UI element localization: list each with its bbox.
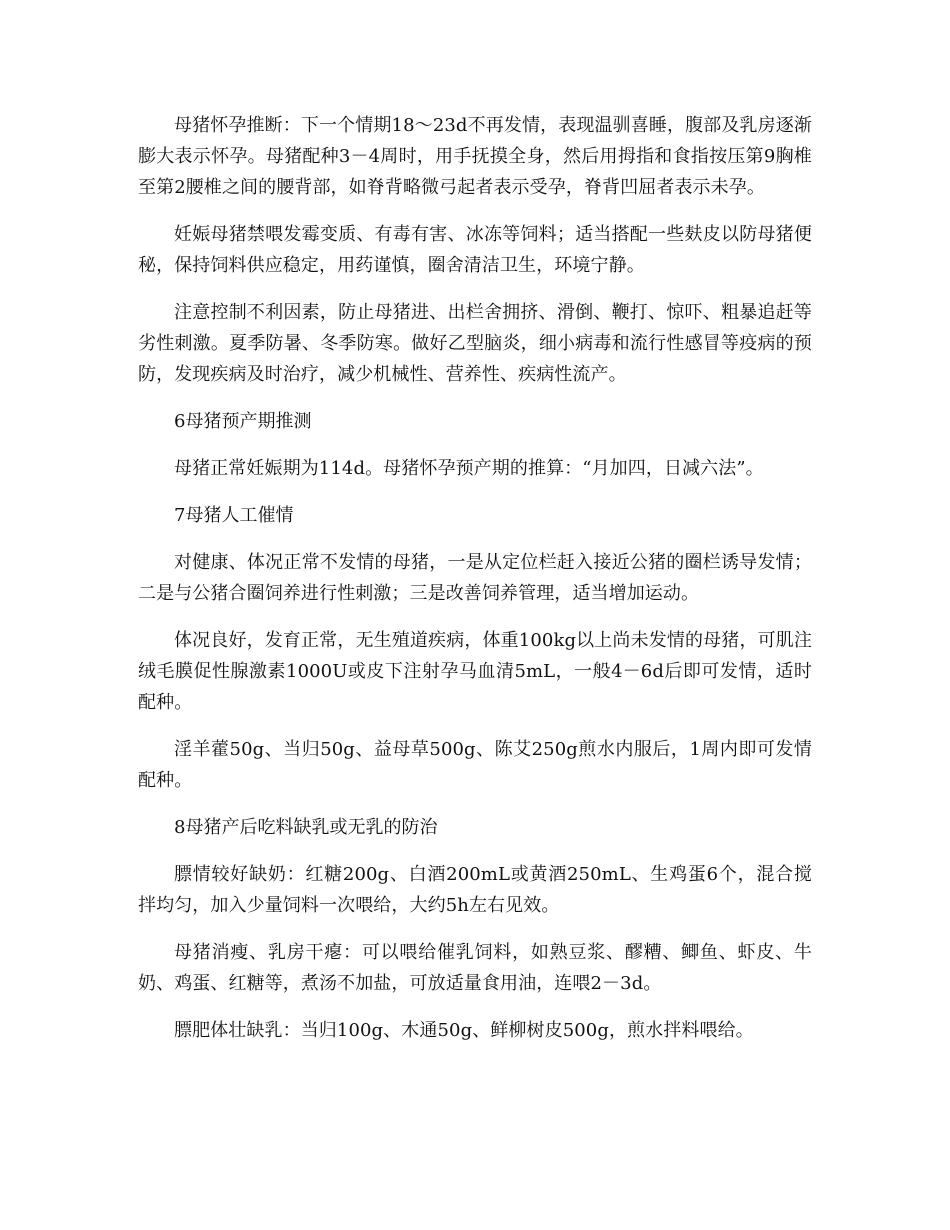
paragraph-fat-sow-remedy: 膘肥体壮缺乳：当归100g、木通50g、鲜柳树皮500g，煎水拌料喂给。 [174, 1020, 754, 1041]
paragraph-adverse-factors: 注意控制不利因素，防止母猪进、出栏舍拥挤、滑倒、鞭打、惊吓、粗暴追赶等劣性刺激。夏季防暑、冬季防寒。做好乙型脑炎，细小病毒和流行性感冒等疫病的预防，发现疾病及时治疗，减少机械性、营养性、疾病性流产。 [138, 302, 812, 385]
paragraph-good-condition-remedy: 膘情较好缺奶：红糖200g、白酒200mL或黄酒250mL、生鸡蛋6个，混合搅拌均匀，加入少量饲料一次喂给，大约5h左右见效。 [138, 864, 812, 916]
paragraph-thin-sow-remedy: 母猪消瘦、乳房干瘪：可以喂给催乳饲料，如熟豆浆、醪糟、鲫鱼、虾皮、牛奶、鸡蛋、红糖等，煮汤不加盐，可放适量食用油，连喂2－3d。 [138, 942, 812, 994]
paragraph-pregnancy-diagnosis: 母猪怀孕推断：下一个情期18～23d不再发情，表现温驯喜睡，腹部及乳房逐渐膨大表示怀孕。母猪配种3－4周时，用手抚摸全身，然后用拇指和食指按压第9胸椎至第2腰椎之间的腰背部，如脊背略微弓起者表示受孕，脊背凹屈者表示未孕。 [138, 115, 812, 198]
paragraph-feeding-precautions: 妊娠母猪禁喂发霉变质、有毒有害、冰冻等饲料；适当搭配一些麸皮以防母猪便秘，保持饲料供应稳定，用药谨慎，圈舍清洁卫生，环境宁静。 [138, 224, 812, 276]
paragraph-estrus-methods: 对健康、体况正常不发情的母猪，一是从定位栏赶入接近公猪的圈栏诱导发情；二是与公猪合圈饲养进行性刺激；三是改善饲养管理，适当增加运动。 [138, 552, 812, 604]
section-heading-due-date: 6母猪预产期推测 [174, 411, 312, 432]
section-heading-estrus-induction: 7母猪人工催情 [174, 505, 294, 526]
section-heading-lactation: 8母猪产后吃料缺乳或无乳的防治 [174, 817, 438, 838]
paragraph-hormone-injection: 体况良好，发育正常，无生殖道疾病，体重100kg以上尚未发情的母猪，可肌注绒毛膜促性腺激素1000U或皮下注射孕马血清5mL，一般4－6d后即可发情，适时配种。 [138, 630, 812, 713]
paragraph-gestation-period: 母猪正常妊娠期为114d。母猪怀孕预产期的推算：“月加四，日减六法”。 [174, 458, 764, 479]
paragraph-herbal-remedy: 淫羊藿50g、当归50g、益母草500g、陈艾250g煎水内服后，1周内即可发情配种。 [138, 739, 812, 791]
